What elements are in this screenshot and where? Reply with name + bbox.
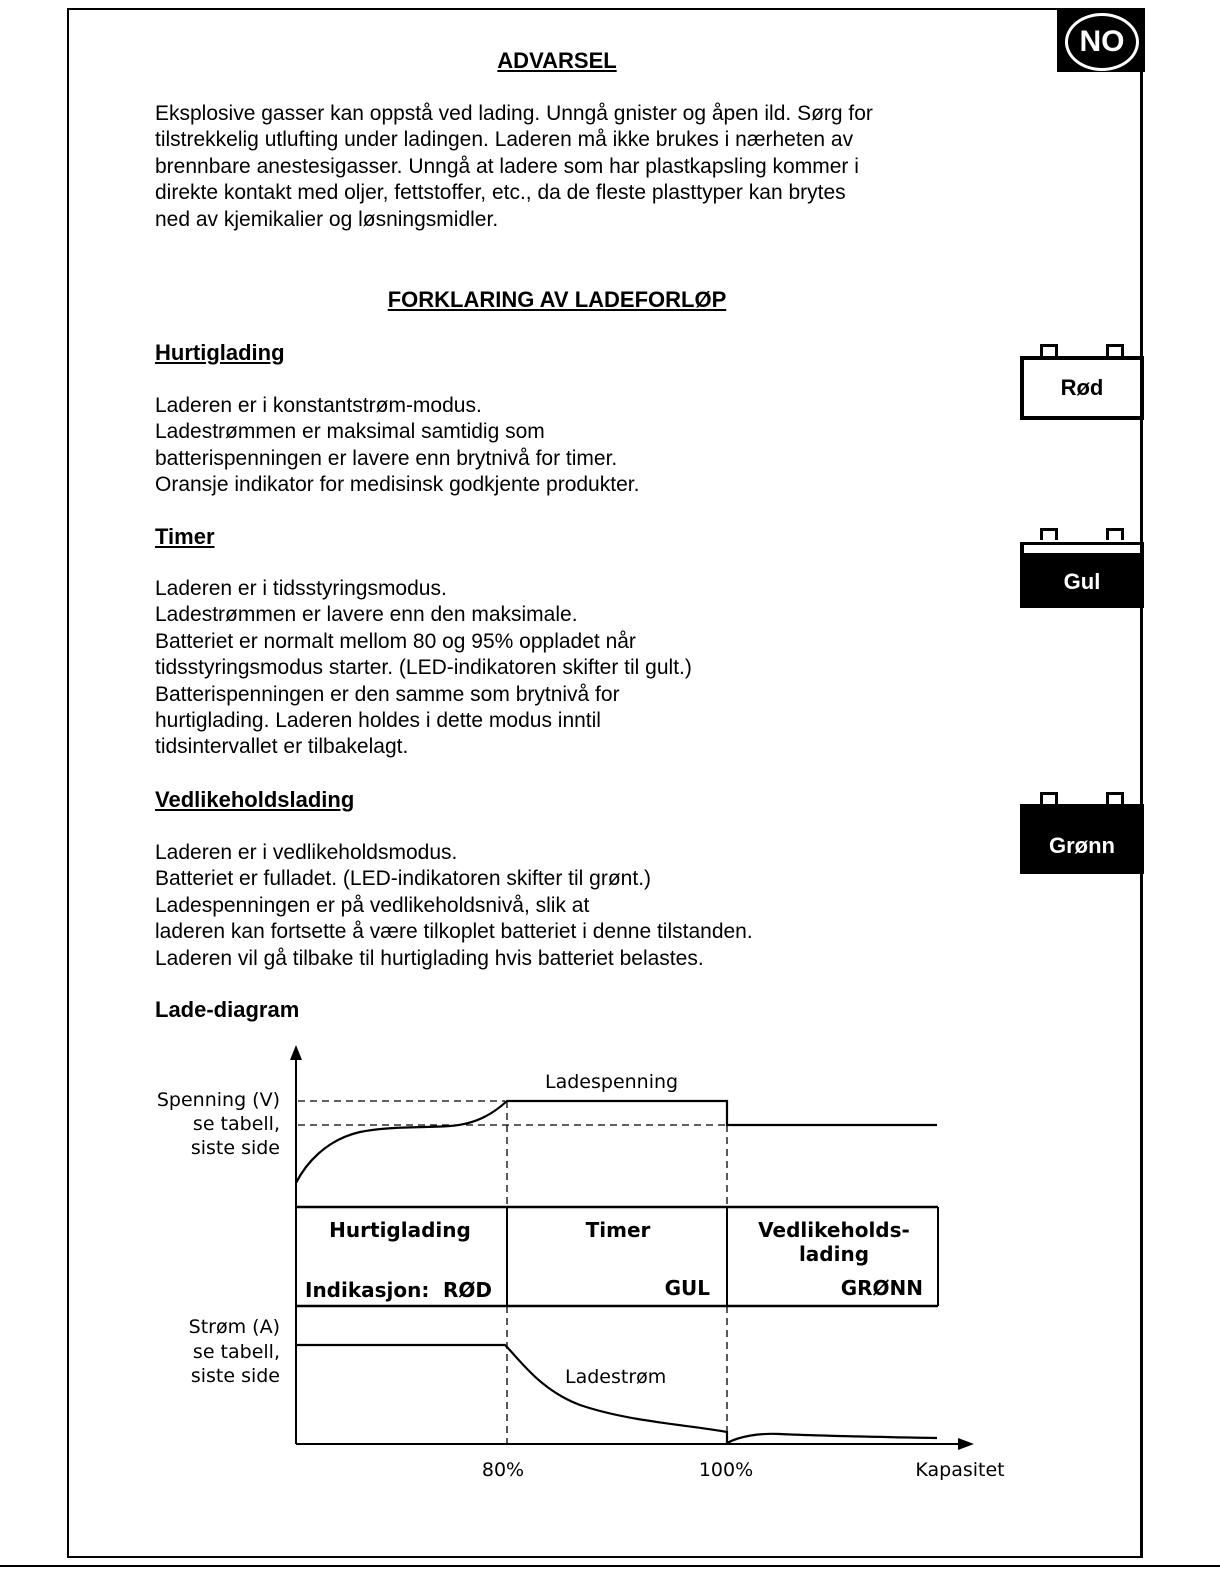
diagram-title: Lade-diagram: [155, 997, 300, 1022]
current-axis-label: se tabell,: [192, 1341, 280, 1363]
battery-green-label: Grønn: [1020, 804, 1144, 874]
x-tick-100: 100%: [698, 1459, 754, 1481]
x-axis-label: Kapasitet: [915, 1459, 1005, 1481]
maintenance-heading: Vedlikeholdslading: [155, 787, 355, 812]
phase-maintenance-label: Vedlikeholds-: [758, 1218, 910, 1242]
timer-line: Laderen er i tidsstyringsmodus.: [155, 577, 447, 600]
maintenance-line: Laderen vil gå tilbake til hurtiglading hvis batteriet belastes.: [155, 946, 704, 970]
timer-line: Batteriet er normalt mellom 80 og 95% oppladet når: [155, 629, 636, 653]
voltage-curve-label: Ladespenning: [545, 1071, 679, 1093]
fast-charge-line: Ladestrømmen er maksimal samtidig som: [155, 420, 545, 444]
phase-maintenance-label: lading: [798, 1242, 870, 1266]
voltage-axis-label: se tabell,: [192, 1113, 280, 1135]
warning-line: direkte kontakt med oljer, fettstoffer, etc., da de fleste plasttyper kan brytes: [155, 181, 846, 205]
indication-yellow: GUL: [664, 1276, 710, 1300]
timer-heading: Timer: [155, 524, 215, 549]
voltage-curve: [296, 1101, 937, 1183]
warning-line: ned av kjemikalier og løsningsmidler.: [155, 207, 499, 231]
maintenance-line: Ladespenningen er på vedlikeholdsnivå, slik at: [155, 893, 590, 917]
y-axis-arrow: [290, 1045, 302, 1060]
x-tick-80: 80%: [481, 1459, 525, 1481]
current-curve: [296, 1345, 937, 1443]
warning-line: tilstrekkelig utlufting under ladingen. Laderen må ikke brukes i nærheten av: [155, 128, 854, 152]
maintenance-line: Batteriet er fulladet. (LED-indikatoren skifter til grønt.): [155, 867, 652, 891]
indication-green: GRØNN: [840, 1276, 923, 1300]
current-curve-label: Ladestrøm: [565, 1366, 667, 1388]
voltage-axis-label: Spenning (V): [156, 1089, 280, 1111]
fast-charge-line: batterispenningen er lavere enn brytnivå for timer.: [155, 446, 618, 470]
fast-charge-line: Oransje indikator for medisinsk godkjente produkter.: [155, 473, 640, 497]
battery-red-label: Rød: [1020, 356, 1144, 420]
x-axis-arrow: [958, 1438, 974, 1450]
explanation-title: FORKLARING AV LADEFORLØP: [387, 287, 727, 312]
warning-line: Eksplosive gasser kan oppstå ved lading. Unngå gnister og åpen ild. Sørg for: [155, 102, 873, 125]
indication-label: Indikasjon:: [305, 1278, 430, 1302]
timer-line: tidsintervallet er tilbakelagt.: [155, 735, 409, 759]
maintenance-line: laderen kan fortsette å være tilkoplet batteriet i denne tilstanden.: [155, 920, 753, 944]
phase-fast-label: Hurtiglading: [329, 1218, 471, 1242]
timer-line: hurtiglading. Laderen holdes i dette modus inntil: [155, 709, 601, 733]
maintenance-line: Laderen er i vedlikeholdsmodus.: [155, 841, 458, 864]
voltage-axis-label: siste side: [190, 1137, 280, 1159]
indication-red: RØD: [442, 1278, 492, 1302]
warning-line: brennbare anestesigasser. Unngå at ladere som har plastkapsling kommer i: [155, 154, 859, 178]
timer-line: Batterispenningen er den samme som brytnivå for: [155, 682, 620, 706]
language-code: NO: [1065, 13, 1139, 71]
current-axis-label: siste side: [190, 1365, 280, 1387]
warning-title: ADVARSEL: [497, 48, 617, 73]
phase-timer-label: Timer: [585, 1218, 651, 1242]
battery-yellow-label: Gul: [1063, 569, 1101, 594]
current-axis-label: Strøm (A): [188, 1316, 280, 1338]
fast-charge-heading: Hurtiglading: [155, 340, 285, 365]
fast-charge-line: Laderen er i konstantstrøm-modus.: [155, 394, 482, 417]
timer-line: tidsstyringsmodus starter. (LED-indikatoren skifter til gult.): [155, 656, 692, 680]
timer-line: Ladestrømmen er lavere enn den maksimale.: [155, 603, 578, 627]
